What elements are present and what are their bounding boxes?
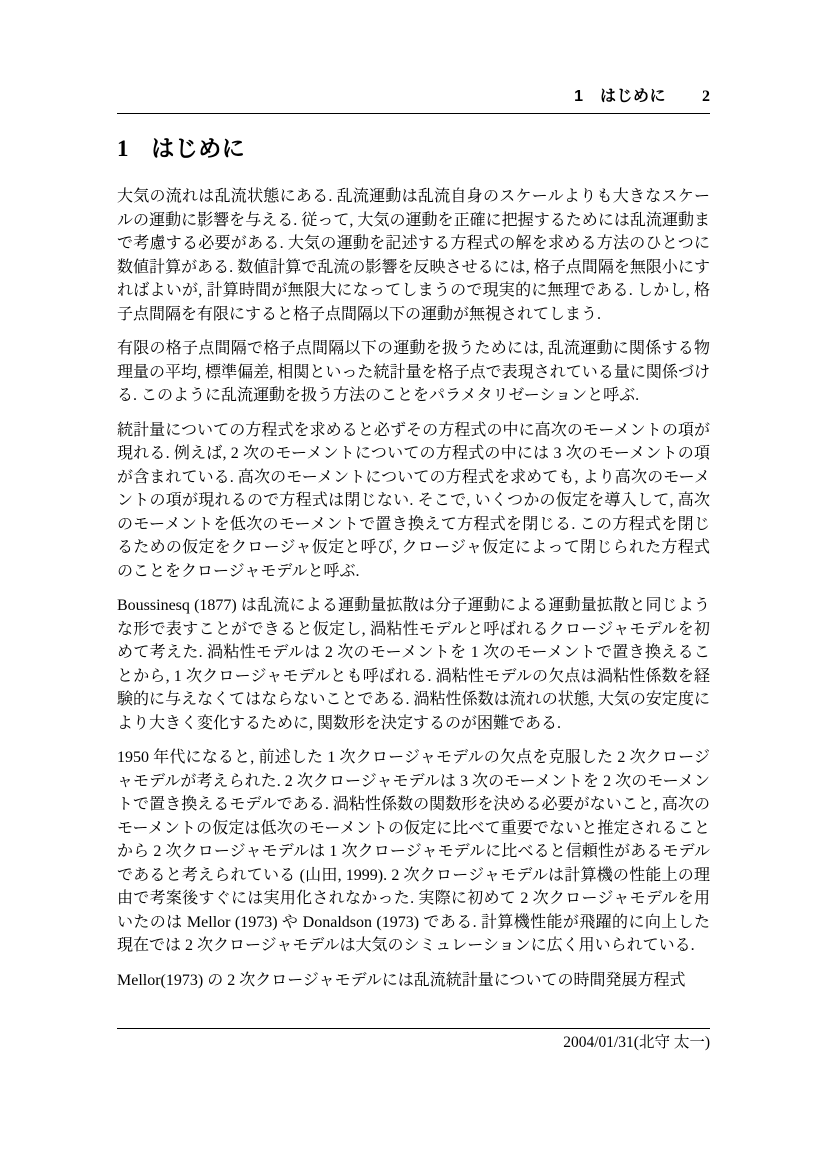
page-body — [117, 133, 710, 1003]
running-header-section: 1 はじめに — [574, 88, 666, 105]
section-heading — [117, 133, 710, 164]
paragraph: 有限の格子点間隔で格子点間隔以下の運動を扱うためには, 乱流運動に関係する物理量の平均, 標準偏差, 相関といった統計量を格子点で表現されている量に関係づける. このように乱流運動を扱う方法のことをパラメタリゼーションと呼ぶ. — [117, 340, 710, 404]
section-number: 1 — [117, 136, 129, 161]
page-number: 2 — [702, 88, 710, 105]
paragraph: Mellor(1973) の 2 次クロージャモデルには乱流統計量についての時間発展方程式 — [117, 971, 686, 989]
paragraph: 1950 年代になると, 前述した 1 次クロージャモデルの欠点を克服した 2 次クロージャモデルが考えられた. 2 次クロージャモデルは 3 次のモーメントを 2 次のモーメントで置き換えるモデルである. 渦粘性係数の関数形を決める必要がないこと, 高次のモーメントの仮定は低次のモーメントの仮定に比べて重要でないと推定されることから 2 次クロージャモデルは 1 次クロージャモデルに比べると信頼性があるモデルであると考えられている (山田, 1999). 2 次クロージャモデルは計算機の性能上の理由で考案後すぐには実用化されなかった. 実際に初めて 2 次クロージャモデルを用いたのは Mellor (1973) や Donaldson (1973) である. 計算機性能が飛躍的に向上した現在では 2 次クロージャモデルは大気のシミュレーションに広く用いられている. — [117, 749, 710, 954]
running-header — [117, 88, 710, 114]
paragraph: Boussinesq (1877) は乱流による運動量拡散は分子運動による運動量拡散と同じような形で表すことができると仮定し, 渦粘性モデルと呼ばれるクロージャモデルを初めて考えた. 渦粘性モデルは 2 次のモーメントを 1 次のモーメントで置き換えることから, 1 次クロージャモデルとも呼ばれる. 渦粘性モデルの欠点は渦粘性係数を経験的に与えなくてはならないことである. 渦粘性係数は流れの状態, 大気の安定度により大きく変化するために, 関数形を決定するのが困難である. — [117, 597, 710, 732]
paragraphs — [117, 185, 710, 992]
section-title: はじめに — [151, 135, 246, 161]
page-footer — [117, 1028, 710, 1052]
paragraph: 大気の流れは乱流状態にある. 乱流運動は乱流自身のスケールよりも大きなスケールの運動に影響を与える. 従って, 大気の運動を正確に把握するためには乱流運動まで考慮する必要がある. 大気の運動を記述する方程式の解を求める方法のひとつに数値計算がある. 数値計算で乱流の影響を反映させるには, 格子点間隔を無限小にすればよいが, 計算時間が無限大になってしまうので現実的に無理である. しかし, 格子点間隔を有限にすると格子点間隔以下の運動が無視されてしまう. — [117, 188, 710, 323]
footer-date-author: 2004/01/31(北守 太一) — [563, 1034, 710, 1051]
paragraph: 統計量についての方程式を求めると必ずその方程式の中に高次のモーメントの項が現れる. 例えば, 2 次のモーメントについての方程式の中には 3 次のモーメントの項が含まれている. 高次のモーメントについての方程式を求めても, より高次のモーメントの項が現れるので方程式は閉じない. そこで, いくつかの仮定を導入して, 高次のモーメントを低次のモーメントで置き換えて方程式を閉じる. この方程式を閉じるための仮定をクロージャ仮定と呼び, クロージャ仮定によって閉じられた方程式のことをクロージャモデルと呼ぶ. — [117, 421, 710, 580]
